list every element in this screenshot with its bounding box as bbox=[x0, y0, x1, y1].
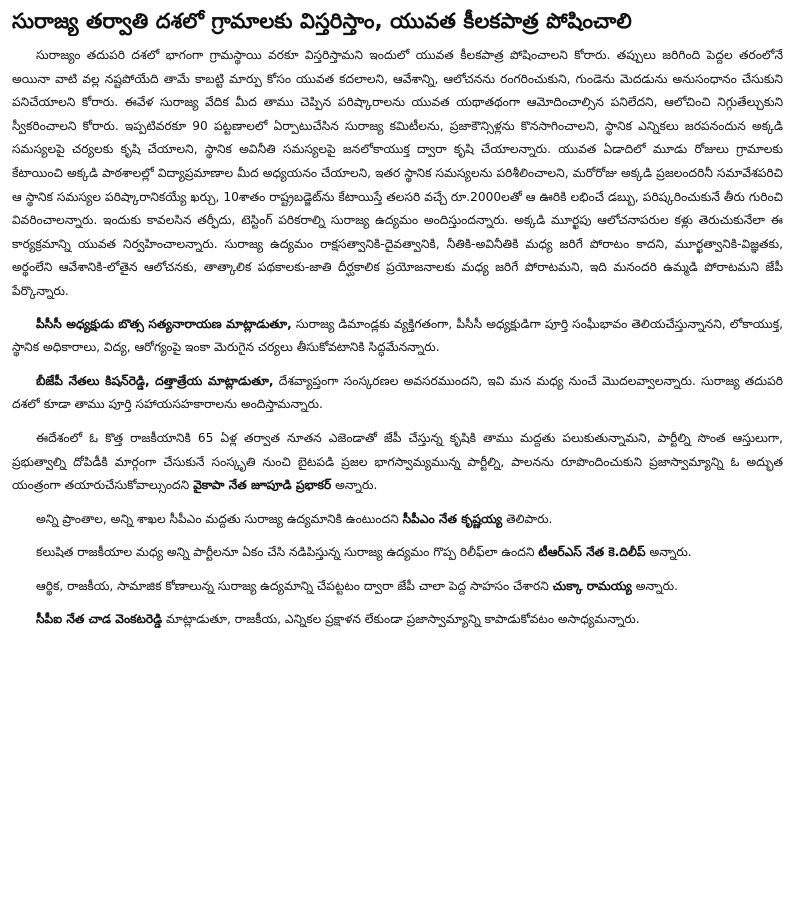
speaker-name: చుక్కా రామయ్య bbox=[552, 578, 632, 593]
paragraph-text: ఆర్థిక, రాజకీయ, సామాజిక కోణాలున్న సురాజ్య ఉద్యమాన్ని చేపట్టటం ద్వారా జేపీ చాలా పెద్ద సాహసం చేశారని bbox=[36, 578, 553, 593]
paragraph-intro bbox=[12, 44, 783, 304]
paragraph-tail: అన్నారు. bbox=[631, 578, 678, 593]
paragraph-text: సురాజ్య డిమాండ్లకు వ్యక్తిగతంగా, పీసీసీ అధ్యక్షుడిగా పూర్తి సంఘీభావం తెలియచేస్తున్నానని, లోకాయుక్త, స్థానిక అధికారాలు, విద్య, ఆరోగ్యంపై ఇంకా మెరుగైన చర్యలు తీసుకోవటానికి సిద్ధమేనన్నారు. bbox=[12, 316, 783, 355]
paragraph-pcc-president bbox=[12, 313, 783, 360]
paragraph-text: మాట్లాడుతూ, రాజకీయ, ఎన్నికల ప్రక్షాళన లేకుండా ప్రజాస్వామ్యాన్ని కాపాడుకోవటం అసాధ్యమన్నారు. bbox=[162, 612, 640, 627]
paragraph-tail: తెలిపారు. bbox=[502, 511, 553, 526]
article-body bbox=[12, 44, 783, 632]
paragraph-tail: అన్నారు. bbox=[331, 478, 378, 493]
paragraph-ysrcp-leader bbox=[12, 427, 783, 498]
paragraph-cpm-leader bbox=[12, 508, 783, 532]
paragraph-cpi-leader bbox=[12, 608, 783, 632]
speaker-name: పీసీసీ అధ్యక్షుడు బొత్స సత్యనారాయణ మాట్లాడుతూ, bbox=[36, 316, 292, 331]
speaker-name: టీఆర్‌ఎస్ నేత కె.దిలీప్ bbox=[538, 545, 646, 560]
speaker-name: సీపీఐ నేత చాడ వెంకటరెడ్డి bbox=[36, 612, 163, 627]
paragraph-text: అన్ని ప్రాంతాల, అన్ని శాఖల సీపీఎం మద్దతు సురాజ్య ఉద్యమానికి ఉంటుందని bbox=[36, 511, 403, 526]
paragraph-text: ఈదేశంలో ఓ కొత్త రాజకీయానికి 65 ఏళ్ల తర్వాత నూతన ఎజెండాతో జేపీ చేస్తున్న కృషికి తాము మద్దతు పలుకుతున్నామని, పార్టీల్ని సొంత ఆస్తులుగా, ప్రభుత్వాల్ని దోపిడీకి మార్గంగా చేసుకునే సంస్కృతి నుంచి బైటపడి ప్రజల భాగస్వామ్యమున్న పార్టీల్ని, పాలనను రూపొందించుకుని ప్రజాస్వామ్యాన్ని ఓ అద్భుత యంత్రంగా తయారుచేసుకోవాల్సుందని bbox=[12, 430, 783, 493]
paragraph-chukka-ramaiah bbox=[12, 575, 783, 599]
paragraph-text: కలుషిత రాజకీయాల మధ్య అన్ని పార్టీలనూ ఏకం చేసి నడిపిస్తున్న సురాజ్య ఉద్యమం గొప్ప రిలీఫ్‌లా ఉందని bbox=[36, 545, 539, 560]
paragraph-tail: అన్నారు. bbox=[645, 545, 692, 560]
speaker-name: వైకాపా నేత జూపూడి ప్రభాకర్ bbox=[193, 478, 332, 493]
paragraph-bjp-leaders bbox=[12, 370, 783, 417]
speaker-name: బీజేపీ నేతలు కిషన్‌రెడ్డి, దత్తాత్రేయ మాట్లాడుతూ, bbox=[36, 373, 274, 388]
paragraph-trs-leader bbox=[12, 541, 783, 565]
paragraph-text: సురాజ్యం తదుపరి దశలో భాగంగా గ్రామస్థాయి వరకూ విస్తరిస్తామని ఇందులో యువత కీలకపాత్ర పోషించాలని కోరారు. తప్పులు జరిగింది పెద్దల తరంలోనే అయినా వాటి వల్ల నష్టపోయేది తామే కాబట్టి మార్పు కోసం యువత కదలాలని, ఆవేశాన్ని, ఆలోచనను రంగరించుకుని, గుండెను మెదడును అనుసంధానం చేసుకుని పనిచేయాలని కోరారు. ఈవేళ సురాజ్య వేదిక మీద తాము చెప్పిన పరిష్కారాలను యువత యథాతథంగా ఆమోదించాల్సిన పనిలేదని, ఆలోచించి నిగ్గుతేల్చుకుని స్వీకరించాలని కోరారు. ఇప్పటివరకూ 90 పట్టణాలలో ఏర్పాటుచేసిన సురాజ్య కమిటీలను, ప్రజాకౌన్సిళ్లను కొనసాగించాలని, స్థానిక ఎన్నికలు జరపనందున అక్కడి సమస్యలపై చర్యలకు కృషి చేయాలని, స్థానిక అవినీతి సమస్యలపై జనలోకాయుక్త ద్వారా కృషి చేయాలన్నారు. యువత ఏడాదిలో మూడు రోజులు గ్రామాలకు కేటాయించి అక్కడి పాఠశాలల్లో విద్యాప్రమాణాల మీద అధ్యయనం చేయాలని, ఇతర స్థానిక సమస్యలను పరిశీలించాలని, మరోరోజు అక్కడి ప్రజలందరినీ సమావేశపరిచి ఆ స్థానిక సమస్యల పరిష్కారానికయ్యే ఖర్చు, 10శాతం రాష్ట్రబడ్జెట్‌ను కేటాయిస్తే తలసరి వచ్చే రూ.2000లతో ఆ ఊరికి లభించే డబ్బు, పరిష్కరించుకునే తీరు గురించి వివరించాలన్నారు. ఇందుకు కావలసిన తర్ఫీదు, టెస్టింగ్ పరికరాల్ని సురాజ్య ఉద్యమం అందిస్తుందన్నారు. అక్కడి మూర్ఖపు ఆలోచనాపరుల కళ్లు తెరుచుకునేలా ఈ కార్యక్రమాన్ని యువత నిర్వహించాలన్నారు. సురాజ్య ఉద్యమం రాక్షసత్వానికి-దైవత్వానికి, నీతికి-అవినీతికి మధ్య జరిగే పోరాటం కాదని, మూర్ఖత్వానికి-విజ్ఞతకు, అర్థంలేని ఆవేశానికి-లోతైన ఆలోచనకు, తాత్కాలిక పథకాలకు-జాతి దీర్ఘకాలిక ప్రయోజనాలకు మధ్య జరిగే పోరాటమని, ఇది మనందరి ఉమ్మడి పోరాటమని జేపీ పేర్కొన్నారు. bbox=[12, 48, 783, 298]
paragraph-text: దేశవ్యాప్తంగా సంస్కరణల అవసరముందని, ఇవి మన మధ్య నుంచే మొదలవ్వాలన్నారు. సురాజ్య తదుపరి దశలో కూడా తాము పూర్తి సహాయసహకారాలను అందిస్తామన్నారు. bbox=[12, 373, 783, 412]
speaker-name: సీపీఎం నేత కృష్ణయ్య bbox=[402, 511, 503, 526]
article-headline: సురాజ్య తర్వాతి దశలో గ్రామాలకు విస్తరిస్తాం, యువత కీలకపాత్ర పోషించాలి bbox=[12, 9, 632, 33]
